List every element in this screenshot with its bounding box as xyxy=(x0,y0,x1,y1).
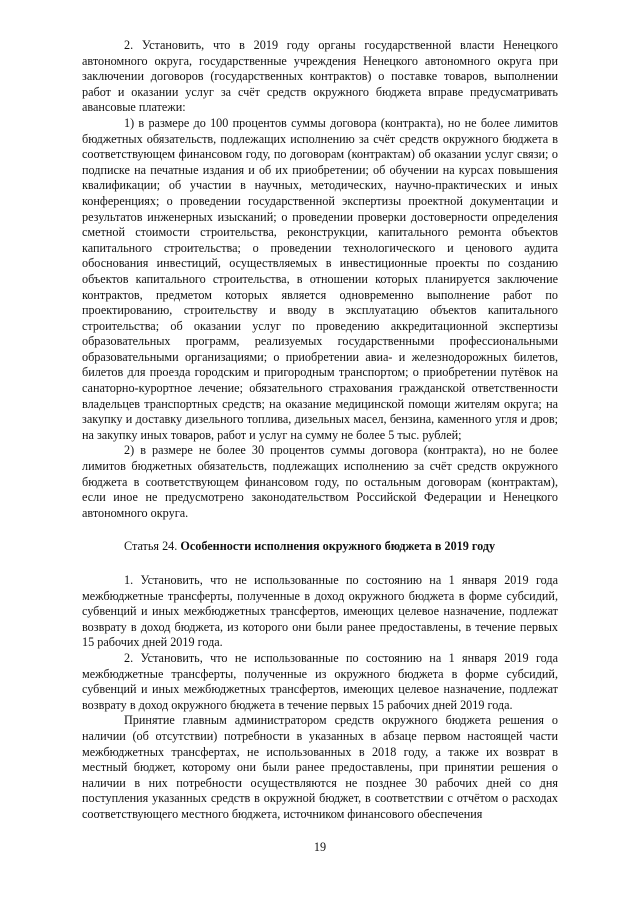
article-title: Особенности исполнения окружного бюджета в 2019 году xyxy=(180,539,496,554)
article-number: Статья 24. xyxy=(124,539,181,554)
page-number: 19 xyxy=(313,840,327,854)
article-24-paragraph-3: Принятие главным администратором средств окружного бюджета решения о наличии (об отсутствии) потребности в указанных в абзаце первом настоящей части межбюджетных трансфертах, не использованных в 2018 году, а также их возврат в местный бюджет, которому они были ранее предоставлены, при принятии решения о наличии в них потребности осуществляются не позднее 30 рабочих дней со дня поступления указанных средств в окружной бюджет, в соответствии с отчётом о расходах соответствующего местного бюджета, источником финансового обеспечения xyxy=(82,713,558,821)
article-24-paragraph-1: 1. Установить, что не использованные по состоянию на 1 января 2019 года межбюджетные трансферты, полученные в доход окружного бюджета в форме субсидий, субвенций и иных межбюджетных трансфертов, имеющих целевое назначение, подлежат возврату в доход бюджета, из которого они были ранее предоставлены, в течение первых 15 рабочих дней 2019 года. xyxy=(82,573,558,650)
article-24-paragraph-2: 2. Установить, что не использованные по состоянию на 1 января 2019 года межбюджетные трансферты, полученные из окружного бюджета в форме субсидий, субвенций и иных межбюджетных трансфертов, имеющих целевое назначение, подлежат возврату в доход окружного бюджета в течение первых 15 рабочих дней 2019 года. xyxy=(82,650,558,712)
paragraph-2-advance-payments: 2. Установить, что в 2019 году органы государственной власти Ненецкого автономного округа, государственные учреждения Ненецкого автономного округа при заключении договоров (государственных контрактов) о поставке товаров, выполнении работ и оказании услуг за счёт средств окружного бюджета вправе предусматривать авансовые платежи: xyxy=(82,38,558,115)
paragraph-subitem-2: 2) в размере не более 30 процентов суммы договора (контракта), но не более лимитов бюджетных обязательств, подлежащих исполнению за счёт средств окружного бюджета в соответствующем финансовом году, по остальным договорам (контрактам), если иное не предусмотрено законодательством Российской Федерации и Ненецкого автономного округа. xyxy=(82,443,558,520)
article-heading xyxy=(82,539,558,555)
paragraph-subitem-1: 1) в размере до 100 процентов суммы договора (контракта), но не более лимитов бюджетных обязательств, подлежащих исполнению за счёт средств окружного бюджета в соответствующем финансовом году, по договорам (контрактам) об оказании услуг связи; о подписке на печатные издания и об их приобретении; об обучении на курсах повышения квалификации; об участии в научных, методических, научно-практических и иных конференциях; о проведении государственной экспертизы проектной документации и результатов инженерных изысканий; о проведении проверки достоверности определения сметной стоимости строительства, реконструкции, капитального ремонта объектов капитального строительства; о проведении технологического и ценового аудита обоснования инвестиций, осуществляемых в инвестиционные проекты по созданию объектов капитального строительства, в отношении которых планируется заключение контрактов, предметом которых является одновременно выполнение работ по проектированию, строительству и вводу в эксплуатацию объектов капитального строительства; об оказании услуг по проведению аккредитационной экспертизы образовательных программ, реализуемых государственными профессиональными образовательными организациями; о приобретении авиа- и железнодорожных билетов, билетов для проезда городским и пригородным транспортом; о приобретении путёвок на санаторно-курортное лечение; обязательного страхования гражданской ответственности владельцев транспортных средств; на оказание медицинской помощи жителям округа; на закупку и доставку дизельного топлива, дизельных масел, бензина, каменного угля и дров; на закупку иных товаров, работ и услуг на сумму не более 5 тыс. рублей; xyxy=(82,115,558,442)
